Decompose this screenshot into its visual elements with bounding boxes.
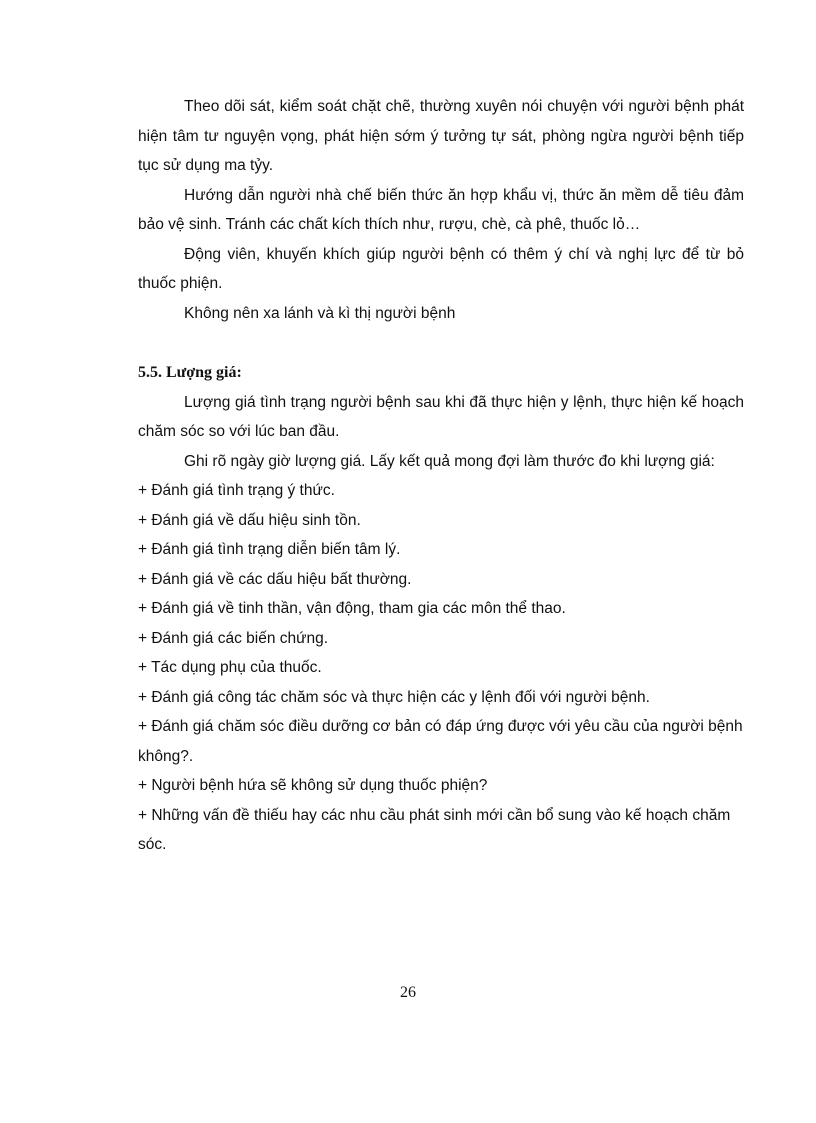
evaluation-bullet-basic-nursing: + Đánh giá chăm sóc điều dưỡng cơ bản có đáp ứng được với yêu cầu của người bệnh không?. — [138, 718, 743, 765]
evaluation-bullet-psychology: + Đánh giá tình trạng diễn biến tâm lý. — [138, 541, 401, 558]
evaluation-bullet-care-work: + Đánh giá công tác chăm sóc và thực hiện các y lệnh đối với người bệnh. — [138, 688, 650, 706]
page-body — [138, 92, 744, 860]
evaluation-bullet-consciousness: + Đánh giá tình trạng ý thức. — [138, 482, 335, 499]
care-paragraph-monitoring: Theo dõi sát, kiểm soát chặt chẽ, thường xuyên nói chuyện với người bệnh phát hiện tâm tư nguyện vọng, phát hiện sớm ý tưởng tự sát, phòng ngừa người bệnh tiếp tục sử dụng ma tỷy. — [138, 98, 744, 174]
evaluation-bullet-patient-promise: + Người bệnh hứa sẽ không sử dụng thuốc phiện? — [138, 777, 488, 794]
evaluation-bullet-vital-signs: + Đánh giá về dấu hiệu sinh tồn. — [138, 511, 361, 529]
section-heading: 5.5. Lượng giá: — [138, 364, 242, 381]
evaluation-bullet-side-effects: + Tác dụng phụ của thuốc. — [138, 659, 322, 676]
care-paragraph-nutrition: Hướng dẫn người nhà chế biến thức ăn hợp khẩu vị, thức ăn mềm dễ tiêu đảm bảo vệ sinh. Tránh các chất kích thích như, rượu, chè, cà phê, thuốc lỏ… — [138, 186, 744, 233]
evaluation-paragraph-timing: Ghi rõ ngày giờ lượng giá. Lấy kết quả mong đợi làm thước đo khi lượng giá: — [184, 452, 715, 470]
evaluation-paragraph-status: Lượng giá tình trạng người bệnh sau khi đã thực hiện y lệnh, thực hiện kế hoạch chăm sóc so với lúc ban đầu. — [138, 393, 744, 440]
evaluation-bullet-activity: + Đánh giá về tinh thần, vận động, tham gia các môn thể thao. — [138, 600, 566, 617]
evaluation-bullet-abnormal-signs: + Đánh giá về các dấu hiệu bất thường. — [138, 570, 412, 588]
care-paragraph-encouragement: Động viên, khuyến khích giúp người bệnh có thêm ý chí và nghị lực để từ bỏ thuốc phiện. — [138, 245, 744, 292]
page-number: 26 — [400, 984, 416, 1001]
care-paragraph-no-discrimination: Không nên xa lánh và kì thị người bệnh — [184, 304, 456, 322]
evaluation-bullet-new-needs: + Những vấn đề thiếu hay các nhu cầu phát sinh mới cần bổ sung vào kế hoạch chăm sóc. — [138, 806, 731, 853]
evaluation-bullet-complications: + Đánh giá các biến chứng. — [138, 629, 329, 647]
